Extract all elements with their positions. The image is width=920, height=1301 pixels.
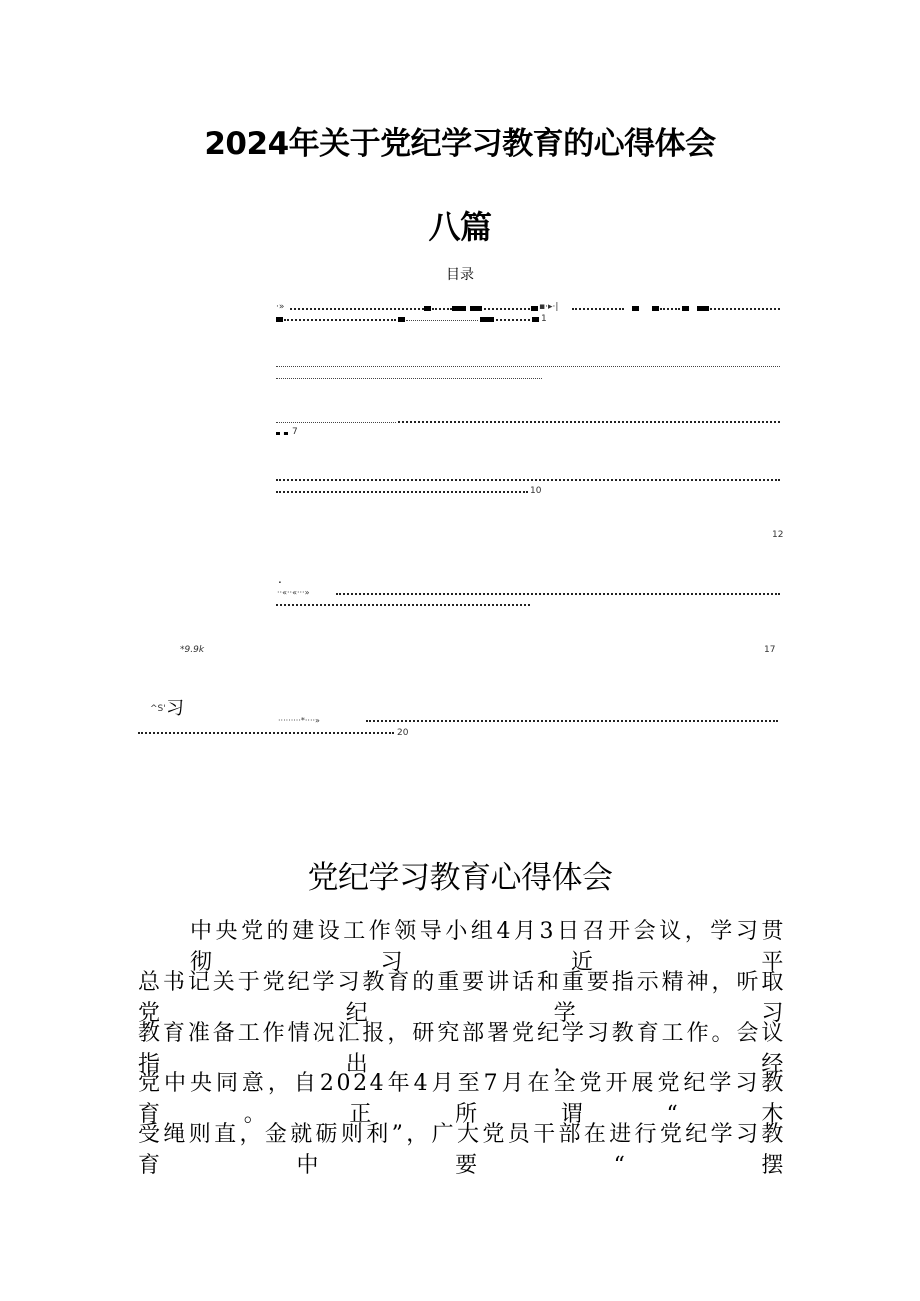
toc-entry-8-char: 习 [166,698,184,719]
paragraph-line: 中央党的建设工作领导小组4月3日召开会议，学习贯彻习近平 [190,919,786,975]
toc-leader [496,319,530,321]
document-title-line-2: 八篇 [428,208,492,246]
toc-leader [660,308,680,310]
toc-page-number: 10 [530,486,542,496]
toc-leader [290,308,424,310]
toc-leader [406,320,478,321]
toc-block-mark [424,306,431,311]
toc-leader [276,422,396,423]
toc-block-mark [452,306,466,311]
toc-leader [336,593,780,595]
toc-leader [276,479,780,481]
toc-leader [276,378,542,379]
toc-block-mark [276,317,283,322]
toc-leader [432,308,452,310]
toc-entry-8-marks: ·········*····» [278,716,320,725]
toc-leader [138,732,394,734]
toc-page-number: 17 [764,645,776,655]
toc-page-number: 20 [397,728,409,738]
toc-leader [276,491,528,493]
paragraph-line: 党中央同意，自2024年4月至7月在全党开展党纪学习教育。正所谓“木 [138,1071,786,1127]
toc-page-number: 12 [772,530,784,540]
toc-entry-8-prefix: ^S' [150,704,166,714]
toc-block-mark [682,306,689,311]
paragraph-line: 总书记关于党纪学习教育的重要讲话和重要指示精神，听取党纪学习 [138,970,786,1026]
toc-block-mark [470,306,482,311]
toc-block-mark [532,317,539,322]
toc-heading: 目录 [446,267,474,283]
paragraph-line: 教育准备工作情况汇报，研究部署党纪学习教育工作。会议指出，经 [138,1021,786,1077]
toc-entry-6-marks: ··«··«···» [277,588,310,597]
toc-block-mark [398,317,405,322]
toc-block-mark [531,306,538,311]
paragraph-line: 受绳则直，金就砺则利”，广大党员干部在进行党纪学习教育中要“摆 [138,1122,786,1178]
toc-entry-1-midmarks: ▪·▸·| [539,302,559,312]
toc-page-number: 7 [292,427,298,437]
section-title: 党纪学习教育心得体会 [307,860,613,896]
toc-dot-mark: . [278,572,282,586]
toc-leader [276,604,530,606]
toc-entry-1-marker: ·» [276,302,285,312]
toc-leader [284,319,396,321]
toc-block-mark [632,306,639,311]
toc-leader [276,366,780,367]
toc-leader [710,308,780,310]
toc-block-mark [652,306,659,311]
toc-page-number: 1 [541,314,547,324]
document-title-line-1: 2024年关于党纪学习教育的心得体会 [204,126,716,162]
toc-leader [276,432,288,435]
toc-leader [398,421,780,423]
toc-leader [366,720,778,722]
toc-block-mark [480,317,494,322]
toc-block-mark [697,306,709,311]
toc-leader [572,308,624,310]
toc-entry-7-prefix: *9.9k [180,645,205,655]
toc-leader [484,308,530,310]
